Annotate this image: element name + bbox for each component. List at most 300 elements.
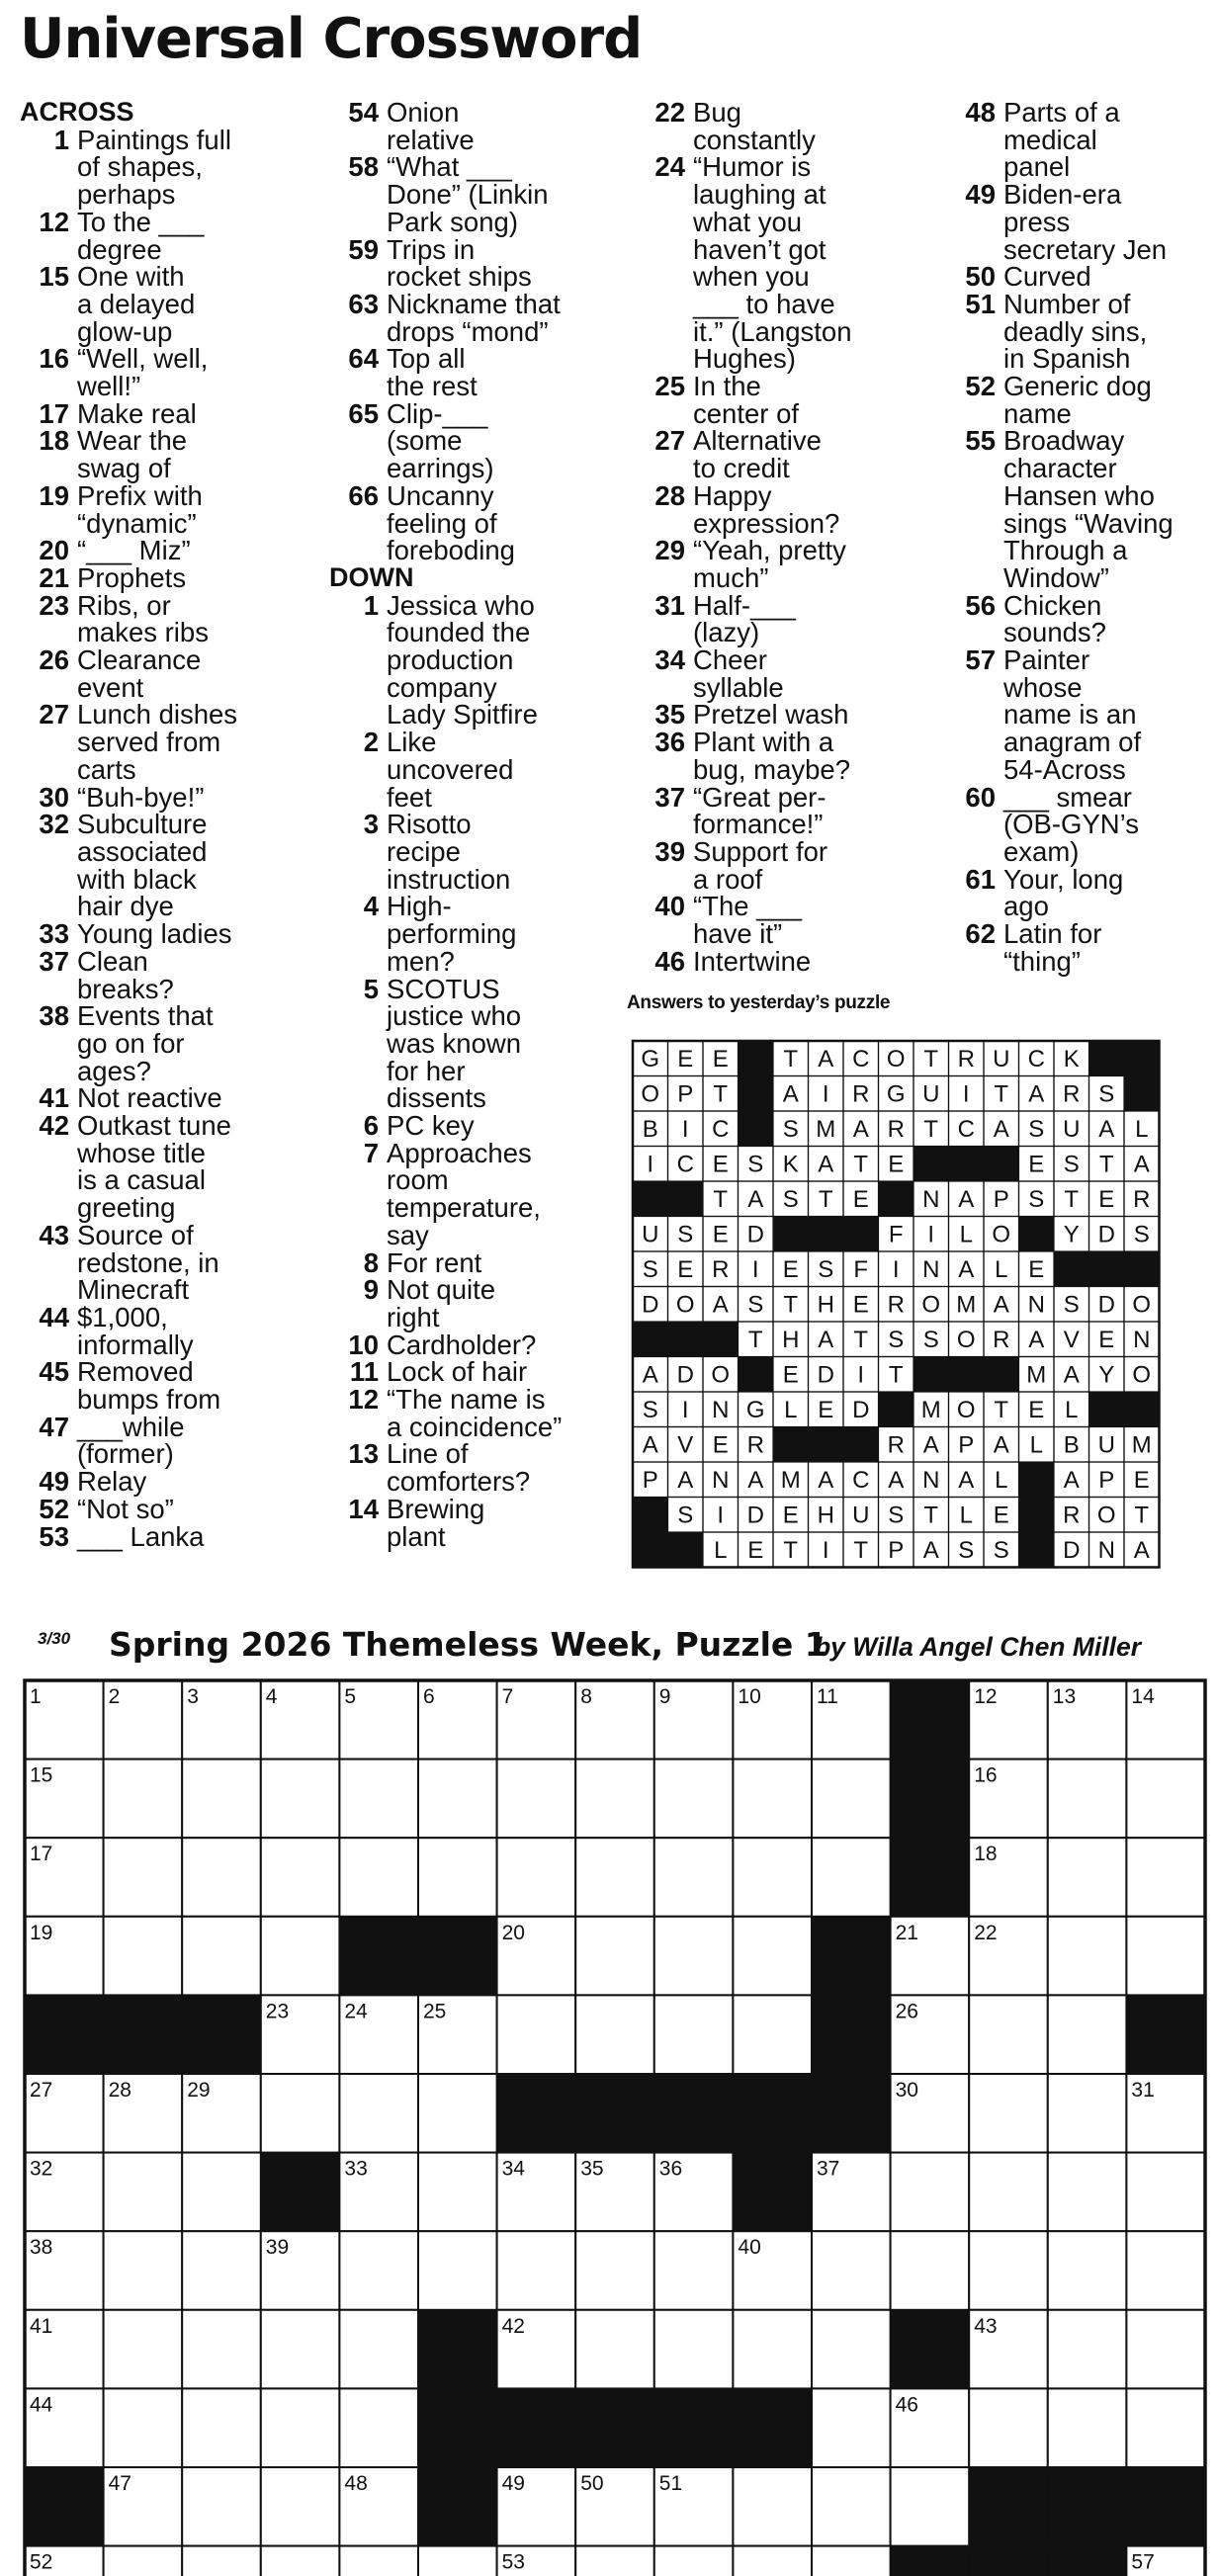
grid-cell[interactable] — [104, 2153, 183, 2232]
clue-number: 54 — [348, 97, 379, 128]
grid-cell[interactable] — [812, 2231, 891, 2310]
cell-number: 47 — [108, 2472, 131, 2495]
clue-number: 66 — [348, 479, 379, 511]
clue-number: 56 — [965, 589, 996, 621]
answer-letter: E — [782, 1502, 799, 1529]
clue-line: Line of — [387, 1438, 469, 1470]
clue-14 — [329, 1493, 626, 1552]
grid-cell[interactable] — [497, 2231, 576, 2310]
puzzle-heading: Universal Crossword — [20, 7, 643, 71]
clue-line: room — [387, 1164, 449, 1196]
grid-cell[interactable] — [575, 1760, 654, 1839]
grid-cell[interactable] — [1048, 2310, 1127, 2389]
grid-cell[interactable] — [654, 2546, 734, 2576]
answer-letter: E — [852, 1291, 869, 1319]
grid-cell[interactable] — [182, 2153, 261, 2232]
answer-letter: T — [923, 1502, 939, 1529]
clue-line: Pretzel wash — [693, 699, 849, 730]
answer-letter: G — [641, 1045, 660, 1073]
answer-letter: P — [677, 1080, 694, 1108]
grid-cell[interactable] — [261, 2467, 340, 2546]
grid-cell[interactable] — [1048, 1838, 1127, 1917]
grid-cell[interactable] — [339, 2074, 418, 2153]
clue-43 — [20, 1219, 316, 1306]
grid-cell[interactable] — [104, 1917, 183, 1996]
answer-letter: U — [993, 1045, 1010, 1073]
answer-letter: A — [1098, 1115, 1115, 1143]
clue-line: redstone, in — [77, 1246, 219, 1278]
clue-line: Top all — [387, 343, 466, 375]
clue-line: “thing” — [1003, 945, 1081, 977]
answer-letter: T — [994, 1080, 1009, 1108]
clue-line: Clearance — [77, 644, 202, 676]
clue-line: press — [1003, 206, 1071, 237]
grid-cell[interactable] — [339, 2310, 418, 2389]
answer-black-square — [1089, 1251, 1125, 1287]
clue-text — [77, 589, 316, 648]
grid-cell[interactable] — [182, 2546, 261, 2576]
grid-cell[interactable] — [812, 1838, 891, 1917]
answer-black-square — [1124, 1392, 1160, 1427]
clue-line: Plant with a — [693, 727, 834, 758]
clue-number: 33 — [39, 918, 69, 950]
grid-cell[interactable] — [575, 2231, 654, 2310]
answer-letter: T — [853, 1326, 869, 1353]
clue-text — [387, 1438, 626, 1498]
cell-number: 33 — [344, 2157, 368, 2181]
answer-letter: P — [888, 1536, 905, 1564]
clue-line: whose title — [77, 1137, 206, 1168]
clue-line: is a casual — [77, 1164, 206, 1196]
down-heading: DOWN — [329, 561, 414, 592]
clue-line: swag of — [77, 453, 171, 484]
grid-cell[interactable] — [1126, 1917, 1205, 1996]
answer-letter: R — [887, 1431, 905, 1459]
answer-letter: D — [1063, 1536, 1081, 1564]
clue-line: breaks? — [77, 973, 174, 1004]
clue-50 — [946, 263, 1213, 291]
answer-letter: E — [1098, 1185, 1115, 1213]
black-square — [418, 2467, 497, 2546]
answer-letter: T — [747, 1326, 763, 1353]
clue-line: bumps from — [77, 1384, 221, 1416]
cell-number: 46 — [895, 2393, 918, 2417]
clue-number: 26 — [39, 644, 69, 676]
grid-cell[interactable] — [969, 2388, 1048, 2467]
answer-letter: T — [853, 1536, 869, 1564]
answer-letter: S — [747, 1291, 764, 1319]
clue-number: 13 — [348, 1438, 379, 1470]
grid-cell[interactable] — [654, 2231, 734, 2310]
grid-cell[interactable] — [418, 1838, 497, 1917]
grid-cell[interactable] — [104, 2388, 183, 2467]
clue-line: In the — [693, 371, 761, 402]
grid-cell[interactable] — [1048, 1760, 1127, 1839]
answer-letter: P — [958, 1431, 975, 1459]
grid-cell[interactable] — [733, 1760, 812, 1839]
cell-number: 24 — [344, 2000, 368, 2023]
answer-black-square — [914, 1147, 949, 1182]
clue-line: the rest — [387, 371, 478, 402]
grid-cell[interactable] — [339, 2546, 418, 2576]
clue-line: well!” — [77, 371, 141, 402]
clue-text — [77, 425, 316, 484]
clue-line: justice who — [387, 1000, 522, 1032]
grid-cell[interactable] — [497, 1838, 576, 1917]
grid-cell[interactable] — [1126, 2153, 1205, 2232]
clue-25 — [636, 373, 932, 427]
black-square — [812, 1995, 891, 2074]
clue-text — [77, 920, 316, 948]
clue-number: 62 — [965, 918, 996, 950]
answer-letter: R — [852, 1080, 870, 1108]
grid-cell[interactable] — [733, 2467, 812, 2546]
clue-line: Subculture — [77, 809, 208, 840]
grid-cell[interactable] — [261, 2074, 340, 2153]
clue-line: To the ___ — [77, 206, 205, 237]
clue-number: 3 — [363, 809, 379, 840]
grid-cell[interactable] — [182, 1760, 261, 1839]
clue-7 — [329, 1137, 626, 1250]
grid-cell[interactable] — [1126, 2310, 1205, 2389]
clue-text — [1003, 863, 1213, 922]
answer-letter: E — [677, 1045, 694, 1073]
grid-cell[interactable] — [969, 2153, 1048, 2232]
grid-cell[interactable] — [812, 1760, 891, 1839]
answer-letter: D — [746, 1221, 764, 1248]
grid-cell[interactable] — [182, 2310, 261, 2389]
clue-text — [693, 589, 932, 648]
grid-cell[interactable] — [339, 2388, 418, 2467]
cell-number: 27 — [30, 2079, 53, 2102]
clue-line: Paintings full — [77, 124, 231, 155]
clue-line: Approaches — [387, 1137, 532, 1168]
grid-cell[interactable] — [812, 2546, 891, 2576]
clue-4 — [329, 893, 626, 975]
grid-cell[interactable] — [575, 1995, 654, 2074]
grid-cell[interactable] — [261, 2310, 340, 2389]
clue-number: 48 — [965, 97, 996, 128]
grid-cell[interactable] — [891, 2467, 970, 2546]
answer-letter: N — [1133, 1326, 1151, 1353]
grid-cell[interactable] — [575, 2310, 654, 2389]
answer-letter: L — [959, 1502, 973, 1529]
clue-line: dissents — [387, 1082, 486, 1114]
answer-letter: O — [1132, 1361, 1152, 1389]
answer-letter: N — [922, 1255, 940, 1283]
grid-cell[interactable] — [733, 1917, 812, 1996]
clue-number: 1 — [53, 124, 69, 155]
answer-letter: S — [888, 1326, 905, 1353]
clue-13 — [329, 1438, 626, 1498]
answer-letter: R — [746, 1431, 764, 1459]
answer-letter: E — [818, 1396, 834, 1423]
clue-text — [1003, 373, 1213, 427]
clue-text — [1003, 288, 1213, 375]
grid-cell[interactable] — [733, 2546, 812, 2576]
clue-number: 40 — [654, 891, 685, 922]
answer-letter: L — [714, 1536, 728, 1564]
grid-cell[interactable] — [339, 1838, 418, 1917]
grid-cell[interactable] — [969, 2074, 1048, 2153]
clue-line: Through a — [1003, 535, 1128, 566]
answer-letter: M — [816, 1115, 836, 1143]
clue-38 — [20, 1002, 316, 1084]
crossword-grid — [23, 1678, 1209, 2574]
grid-cell[interactable] — [654, 2310, 734, 2389]
clue-text — [693, 537, 932, 591]
clue-35 — [636, 701, 932, 729]
cell-number: 49 — [501, 2472, 525, 2495]
clue-text — [77, 701, 316, 783]
clue-text — [77, 537, 316, 564]
black-square — [104, 1995, 183, 2074]
grid-cell[interactable] — [182, 1917, 261, 1996]
grid-cell[interactable] — [261, 1838, 340, 1917]
answer-letter: S — [782, 1185, 799, 1213]
grid-cell[interactable] — [261, 2388, 340, 2467]
grid-cell[interactable] — [104, 2546, 183, 2576]
clue-22 — [636, 99, 932, 153]
answer-letter: T — [1064, 1185, 1080, 1213]
grid-cell[interactable] — [261, 1760, 340, 1839]
clue-59 — [329, 233, 626, 293]
clue-line: Cheer — [693, 644, 767, 676]
grid-cell[interactable] — [182, 2467, 261, 2546]
grid-cell[interactable] — [1048, 2388, 1127, 2467]
clue-text — [77, 1084, 316, 1112]
answer-letter: V — [677, 1431, 694, 1459]
clue-text — [387, 153, 626, 235]
grid-cell[interactable] — [339, 2231, 418, 2310]
answer-letter: S — [958, 1536, 975, 1564]
clue-text — [387, 1331, 626, 1359]
cell-number: 7 — [501, 1685, 514, 1708]
answer-black-square — [843, 1217, 879, 1252]
clue-line: medical — [1003, 124, 1097, 155]
clue-line: “The name is — [387, 1384, 546, 1416]
grid-cell[interactable] — [182, 2388, 261, 2467]
clue-number: 24 — [654, 151, 685, 183]
grid-cell[interactable] — [812, 2310, 891, 2389]
clue-line: Minecraft — [77, 1274, 190, 1306]
cell-number: 20 — [501, 1921, 525, 1944]
grid-cell[interactable] — [812, 2467, 891, 2546]
clue-number: 27 — [654, 425, 685, 457]
clue-text — [1003, 181, 1213, 263]
grid-cell[interactable] — [1048, 1917, 1127, 1996]
grid-cell[interactable] — [969, 1995, 1048, 2074]
clue-number: 46 — [654, 945, 685, 977]
answer-letter: M — [780, 1466, 801, 1494]
grid-cell[interactable] — [733, 1995, 812, 2074]
answer-letter: A — [993, 1291, 1009, 1319]
answer-letter: O — [886, 1045, 906, 1073]
grid-cell[interactable] — [969, 2231, 1048, 2310]
answer-letter: S — [1063, 1151, 1080, 1178]
clue-line: constantly — [693, 124, 816, 155]
grid-cell[interactable] — [575, 2546, 654, 2576]
answer-grid — [631, 1039, 1216, 1564]
clue-line: informally — [77, 1329, 194, 1360]
clue-text — [693, 373, 932, 427]
clue-number: 39 — [654, 835, 685, 867]
black-square — [418, 1917, 497, 1996]
clue-number: 35 — [654, 699, 685, 730]
grid-cell[interactable] — [733, 1838, 812, 1917]
grid-cell[interactable] — [654, 1838, 734, 1917]
answer-letter: L — [1065, 1396, 1079, 1423]
puzzle-title: Spring 2026 Themeless Week, Puzzle 1 — [109, 1625, 827, 1664]
grid-cell[interactable] — [1126, 2231, 1205, 2310]
grid-cell[interactable] — [733, 2310, 812, 2389]
grid-cell[interactable] — [418, 2231, 497, 2310]
answer-letter: L — [959, 1221, 973, 1248]
answer-letter: D — [1097, 1221, 1115, 1248]
grid-cell[interactable] — [418, 2074, 497, 2153]
clue-line: Support for — [693, 835, 828, 867]
answer-letter: A — [677, 1466, 694, 1494]
answer-letter: I — [717, 1502, 725, 1529]
clue-text — [387, 1137, 626, 1250]
answer-letter: K — [782, 1151, 799, 1178]
answer-black-square — [914, 1357, 949, 1393]
clue-text — [77, 1219, 316, 1306]
grid-cell[interactable] — [182, 1838, 261, 1917]
cell-number: 37 — [817, 2157, 840, 2181]
clue-42 — [20, 1112, 316, 1222]
grid-cell[interactable] — [418, 2546, 497, 2576]
grid-cell[interactable] — [654, 1917, 734, 1996]
clue-49 — [20, 1468, 316, 1496]
answer-black-square — [773, 1217, 809, 1252]
grid-cell[interactable] — [261, 2546, 340, 2576]
clue-line: character — [1003, 453, 1117, 484]
grid-cell[interactable] — [104, 2310, 183, 2389]
clue-line: Removed — [77, 1356, 194, 1388]
grid-cell[interactable] — [182, 2231, 261, 2310]
clue-line: “Humor is — [693, 151, 812, 183]
cell-number: 4 — [265, 1685, 278, 1708]
answer-letter: B — [1063, 1431, 1080, 1459]
answer-letter: I — [681, 1115, 689, 1143]
answer-letter: L — [995, 1466, 1008, 1494]
grid-cell[interactable] — [104, 2231, 183, 2310]
grid-cell[interactable] — [575, 1917, 654, 1996]
answer-letter: N — [1097, 1536, 1115, 1564]
clue-number: 52 — [965, 371, 996, 402]
answer-black-square — [984, 1357, 1019, 1393]
clue-line: Make real — [77, 397, 197, 429]
grid-cell[interactable] — [1126, 2388, 1205, 2467]
clue-text — [693, 153, 932, 373]
answer-letter: I — [892, 1255, 900, 1283]
grid-cell[interactable] — [654, 1995, 734, 2074]
grid-cell[interactable] — [654, 1760, 734, 1839]
clue-line: instruction — [387, 863, 511, 895]
answer-letter: T — [783, 1536, 799, 1564]
answer-letter: H — [817, 1502, 834, 1529]
grid-cell[interactable] — [497, 1995, 576, 2074]
clue-line: Broadway — [1003, 425, 1125, 457]
grid-cell[interactable] — [418, 2153, 497, 2232]
cell-number: 48 — [344, 2472, 368, 2495]
grid-cell[interactable] — [104, 1760, 183, 1839]
cell-number: 35 — [580, 2157, 604, 2181]
answer-letter: I — [927, 1221, 935, 1248]
answer-letter: E — [782, 1255, 799, 1283]
clue-line: Intertwine — [693, 945, 812, 977]
clue-number: 20 — [39, 535, 69, 566]
across-heading: ACROSS — [20, 97, 134, 127]
grid-cell[interactable] — [1048, 2153, 1127, 2232]
grid-cell[interactable] — [575, 1838, 654, 1917]
grid-cell[interactable] — [891, 2231, 970, 2310]
answer-letter: O — [921, 1291, 941, 1319]
grid-cell[interactable] — [261, 1917, 340, 1996]
grid-cell[interactable] — [104, 1838, 183, 1917]
clue-line: associated — [77, 835, 208, 867]
answer-letter: H — [782, 1326, 800, 1353]
answer-letter: I — [857, 1361, 865, 1389]
clue-line: Done” (Linkin — [387, 179, 549, 211]
grid-cell[interactable] — [1126, 1838, 1205, 1917]
clue-text — [693, 835, 932, 895]
clue-19 — [20, 479, 316, 539]
clue-line: ___ Lanka — [77, 1520, 205, 1552]
grid-cell[interactable] — [1126, 1760, 1205, 1839]
answer-black-square — [879, 1181, 914, 1217]
clue-6 — [329, 1112, 626, 1140]
grid-cell[interactable] — [497, 1760, 576, 1839]
clue-text — [77, 397, 316, 429]
answer-letter: U — [852, 1502, 870, 1529]
answer-letter: A — [1133, 1151, 1150, 1178]
answer-letter: O — [1096, 1502, 1116, 1529]
clue-number: 58 — [348, 151, 379, 183]
clue-text — [77, 1520, 316, 1552]
answer-black-square — [739, 1111, 774, 1147]
answer-letter: S — [922, 1326, 939, 1353]
answer-black-square — [1054, 1251, 1089, 1287]
answer-letter: F — [853, 1255, 869, 1283]
answer-black-square — [1089, 1041, 1125, 1076]
cell-number: 21 — [895, 1921, 918, 1944]
cell-number: 38 — [30, 2236, 53, 2260]
clue-number: 53 — [39, 1520, 69, 1552]
answer-letter: N — [1027, 1291, 1045, 1319]
answer-black-square — [633, 1532, 668, 1568]
clue-line: Parts of a — [1003, 97, 1120, 128]
cell-number: 54 — [895, 2550, 918, 2574]
grid-cell[interactable] — [812, 2388, 891, 2467]
answer-letter: I — [822, 1536, 829, 1564]
answer-letter: S — [642, 1396, 658, 1423]
grid-cell[interactable] — [1048, 2074, 1127, 2153]
clue-number: 2 — [363, 727, 379, 758]
grid-cell[interactable] — [418, 1760, 497, 1839]
grid-cell[interactable] — [339, 1760, 418, 1839]
clue-text — [77, 1002, 316, 1084]
clue-line: drops “mond” — [387, 315, 549, 347]
grid-cell[interactable] — [1048, 1995, 1127, 2074]
black-square — [497, 2074, 576, 2153]
grid-cell[interactable] — [1048, 2231, 1127, 2310]
clue-line: Number of — [1003, 288, 1131, 319]
grid-cell[interactable] — [891, 2153, 970, 2232]
clue-number: 9 — [363, 1274, 379, 1306]
clue-line: glow-up — [77, 315, 173, 347]
